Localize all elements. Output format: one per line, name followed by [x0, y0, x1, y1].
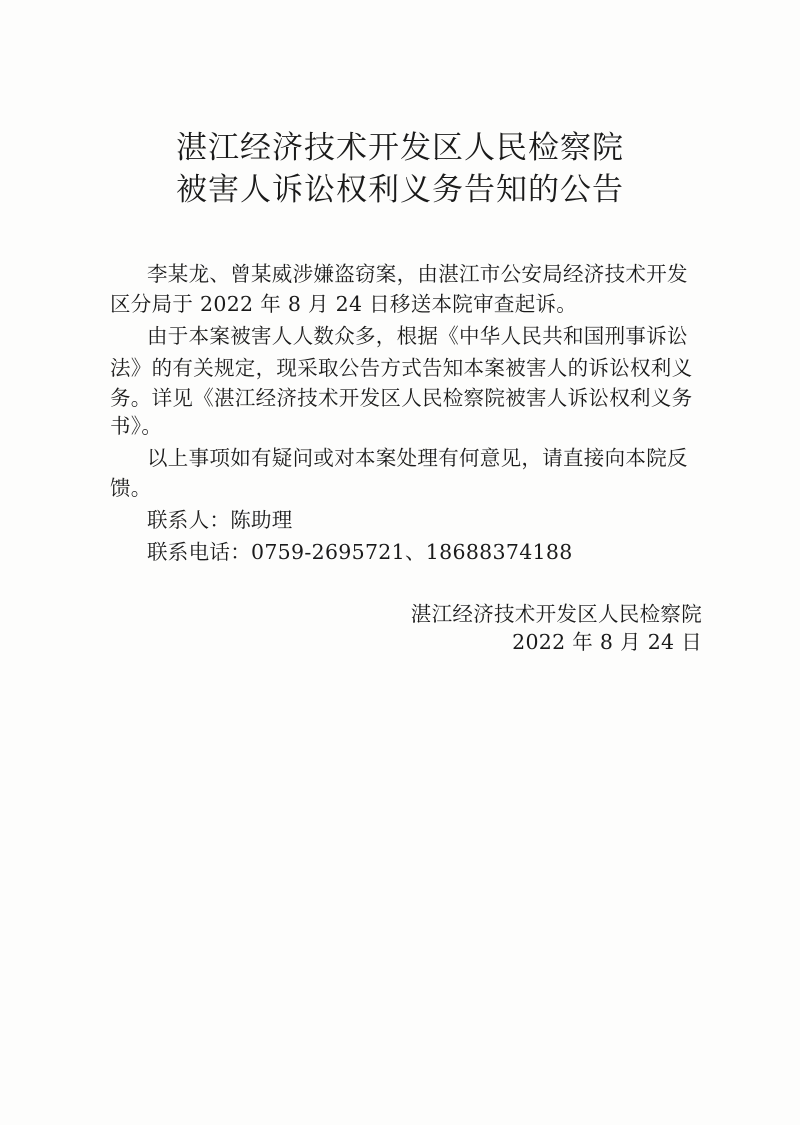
paragraph-2-line-3: 务。详见《湛江经济技术开发区人民检察院被害人诉讼权利义务: [110, 386, 693, 410]
signature-organization: 湛江经济技术开发区人民检察院: [410, 602, 702, 626]
contact-phone: 联系电话：0759-2695721、18688374188: [147, 540, 573, 564]
title-line-1: 湛江经济技术开发区人民检察院: [176, 130, 624, 166]
paragraph-1-line-2: 区分局于 2022 年 8 月 24 日移送本院审查起诉。: [110, 292, 578, 316]
paragraph-3-line-1: 以上事项如有疑问或对本案处理有何意见，请直接向本院反: [147, 446, 688, 470]
contact-person: 联系人：陈助理: [147, 508, 293, 532]
paragraph-2-line-4: 书》。: [110, 414, 163, 438]
paragraph-2-line-2: 法》的有关规定，现采取公告方式告知本案被害人的诉讼权利义: [110, 356, 693, 380]
title-line-2: 被害人诉讼权利义务告知的公告: [176, 172, 624, 208]
paragraph-3-line-2: 馈。: [110, 476, 152, 500]
paragraph-2-line-1: 由于本案被害人人数众多，根据《中华人民共和国刑事诉讼: [147, 324, 688, 348]
signature-date: 2022 年 8 月 24 日: [512, 630, 702, 654]
paragraph-1-line-1: 李某龙、曾某威涉嫌盗窃案，由湛江市公安局经济技术开发: [147, 262, 688, 286]
